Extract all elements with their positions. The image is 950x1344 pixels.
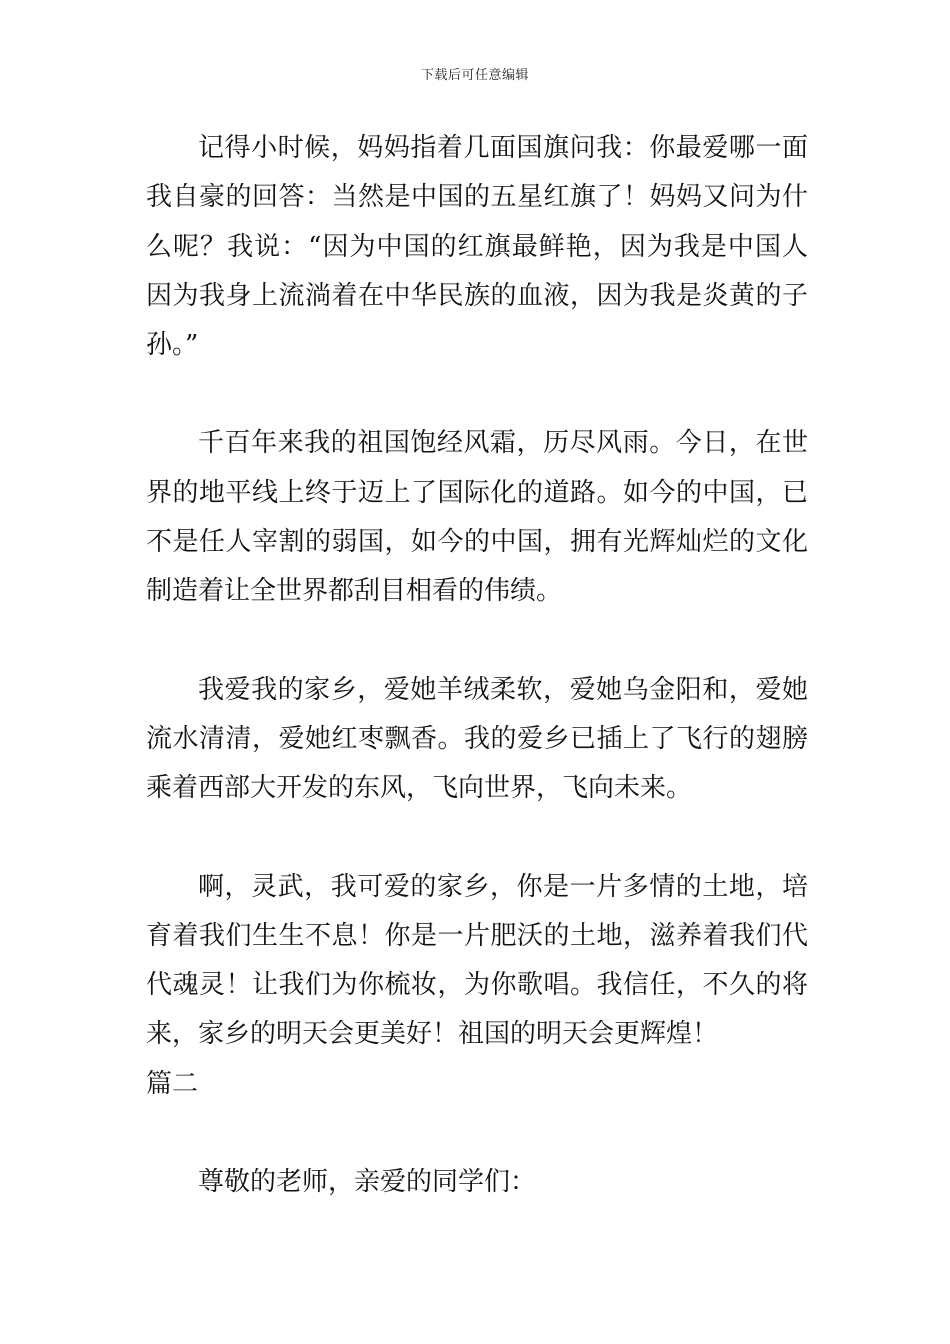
section-heading: 篇二	[146, 1068, 199, 1099]
paragraph-1: 记得小时候，妈妈指着几面国旗问我：你最爱哪一面我自豪的回答：当然是中国的五星红旗了！妈妈又问为什么呢？我说：“因为中国的红旗最鲜艳，因为我是中国人因为我身上流淌着在中华民族的血液，因为我是炎黄的子孙。”	[146, 133, 808, 361]
page-header-note: 下载后可任意编辑	[420, 68, 529, 83]
paragraph-4: 啊，灵武，我可爱的家乡，你是一片多情的土地，培育着我们生生不息！你是一片肥沃的土地，滋养着我们代代魂灵！让我们为你梳妆，为你歌唱。我信任，不久的将来，家乡的明天会更美好！祖国的明天会更辉煌！	[146, 871, 808, 1050]
paragraph-3: 我爱我的家乡，爱她羊绒柔软，爱她乌金阳和，爱她流水清清，爱她红枣飘香。我的爱乡已插上了飞行的翅膀乘着西部大开发的东风，飞向世界，飞向未来。	[146, 674, 808, 804]
document-body	[146, 124, 808, 1207]
greeting-paragraph: 尊敬的老师，亲爱的同学们：	[198, 1167, 537, 1198]
paragraph-2: 千百年来我的祖国饱经风霜，历尽风雨。今日，在世界的地平线上终于迈上了国际化的道路。如今的中国，已不是任人宰割的弱国，如今的中国，拥有光辉灿烂的文化制造着让全世界都刮目相看的伟绩。	[146, 428, 808, 607]
